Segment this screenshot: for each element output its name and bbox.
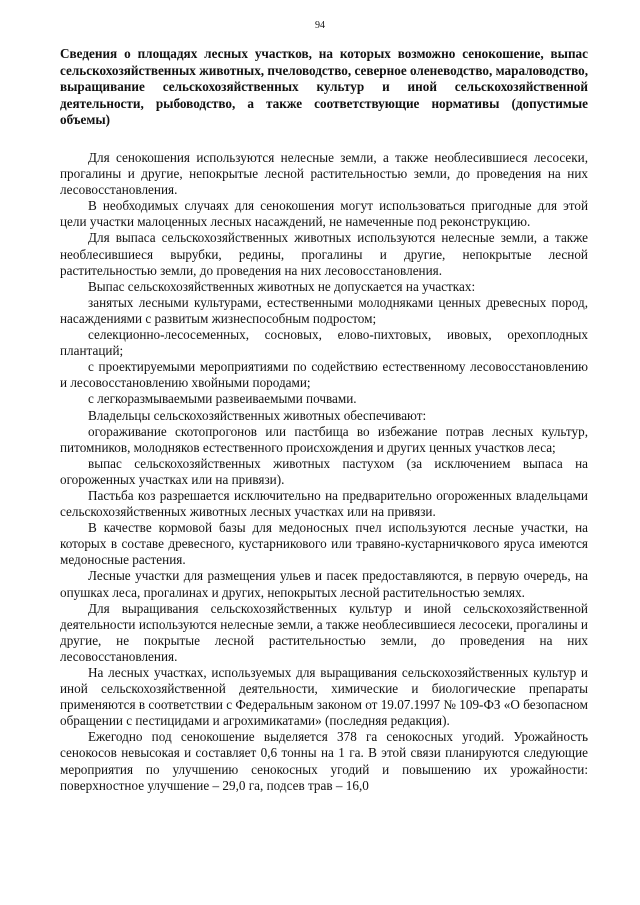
paragraph: Пастьба коз разрешается исключительно на предварительно огороженных владельцами сельскохозяйственных животных лесных участках или на привязи. [60,487,588,520]
paragraph: На лесных участках, используемых для выращивания сельскохозяйственных культур и иной сельскохозяйственной деятельности, химические и биологические препараты применяются в соответствии с Федеральным законом от 19.07.1997 № 109-ФЗ «О безопасном обращении с пестицидами и агрохимикатами» (последняя редакция). [60,665,588,729]
paragraph: Выпас сельскохозяйственных животных не допускается на участках: [88,278,476,294]
paragraph: Ежегодно под сенокошение выделяется 378 га сенокосных угодий. Урожайность сенокосов невысокая и составляет 0,6 тонны на 1 га. В этой связи планируются следующие мероприятия по улучшению сенокосных угодий и повышению их урожайности: поверхностное улучшение – 29,0 га, подсев трав – 16,0 [60,729,588,793]
paragraph: занятых лесными культурами, естественными молодняками ценных древесных пород, насаждениями с развитым жизнеспособным подростом; [60,294,588,326]
page-number: 94 [315,20,325,31]
paragraph: выпас сельскохозяйственных животных пастухом (за исключением выпаса на огороженных участках или на привязи). [60,455,588,487]
body-text [60,150,588,794]
paragraph: В необходимых случаях для сенокошения могут использоваться пригодные для этой цели участки малоценных лесных насаждений, не намеченные под реконструкцию. [60,198,588,230]
paragraph: селекционно-лесосеменных, сосновых, елово-пихтовых, ивовых, орехоплодных плантаций; [60,327,588,359]
paragraph: с легкоразмываемыми развеиваемыми почвами. [88,391,357,407]
paragraph: В качестве кормовой базы для медоносных пчел используются лесные участки, на которых в составе древесного, кустарникового или травяно-кустарничкового яруса имеются медоносные растения. [60,520,588,568]
paragraph: Для выпаса сельскохозяйственных животных используются нелесные земли, а также необлесившиеся вырубки, редины, прогалины и другие, непокрытые лесной растительностью земли, до проведения на них лесовосстановления. [60,230,588,278]
paragraph: Для сенокошения используются нелесные земли, а также необлесившиеся лесосеки, прогалины и другие, непокрытые лесной растительностью земли, до проведения на них лесовосстановления. [60,150,588,198]
paragraph: огораживание скотопрогонов или пастбища во избежание потрав лесных культур, питомников, молодняков естественного происхождения и других ценных участков леса; [60,423,588,455]
paragraph: с проектируемыми мероприятиями по содействию естественному лесовосстановлению и лесовосстановлению хвойными породами; [60,359,588,391]
paragraph: Лесные участки для размещения ульев и пасек предоставляются, в первую очередь, на опушках леса, прогалинах и других, непокрытых лесной растительностью землях. [60,568,588,600]
paragraph: Владельцы сельскохозяйственных животных обеспечивают: [88,407,427,423]
section-title: Сведения о площадях лесных участков, на которых возможно сенокошение, выпас сельскохозяйственных животных, пчеловодство, северное оленеводство, мараловодство, выращивание сельскохозяйственных культур и иной сельскохозяйственной деятельности, рыбоводство, а также соответствующие нормативы (допустимые объемы) [60,46,588,127]
paragraph: Для выращивания сельскохозяйственных культур и иной сельскохозяйственной деятельности используются нелесные земли, а также необлесившиеся лесосеки, прогалины и другие, не покрытые лесной растительностью земли, до проведения на них лесовосстановления. [60,600,588,664]
